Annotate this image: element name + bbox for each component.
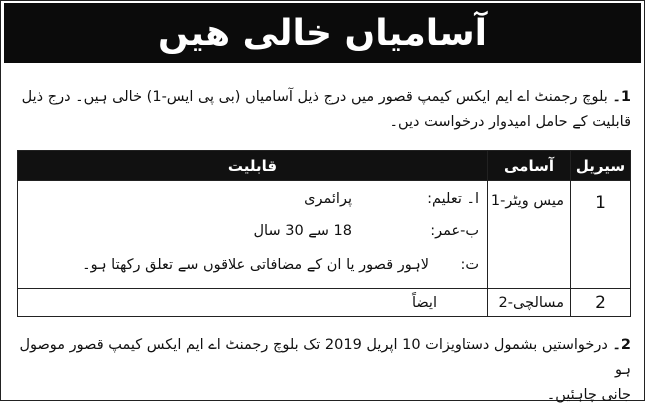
banner-title: آسامیاں خالی ھیں [158, 12, 488, 54]
closing-line-2: جانی چاہئیں۔ [546, 387, 631, 403]
qualification-label-domicile: ت: [460, 257, 479, 273]
vacancies-banner [4, 3, 641, 63]
closing-paragraph [15, 333, 631, 408]
row-1-post: میس ویٹر-1 [488, 181, 571, 289]
row-2-qualification: ایضاً [18, 289, 488, 317]
table-row [18, 181, 631, 289]
row-1-qualification [18, 181, 488, 289]
closing-number: 2۔ [612, 337, 631, 353]
row-1-serial: 1 [571, 181, 631, 289]
qualification-value-domicile: لاہور قصور یا ان کے مضافاتی علاقوں سے تعلق رکھتا ہو۔ [82, 257, 429, 273]
vacancy-table [17, 150, 631, 317]
table-row [18, 289, 631, 317]
table-header-row [18, 151, 631, 181]
header-serial: سیریل [571, 151, 631, 181]
header-qualification: قابلیت [18, 151, 488, 181]
intro-line-1: بلوچ رجمنٹ اے ایم ایکس کیمپ قصور میں درج ذیل آسامیاں (بی پی ایس-1) خالی ہیں۔ درج ذیل [21, 89, 608, 105]
qualification-value-education: پرائمری [304, 191, 352, 207]
intro-line-2: قابلیت کے حامل امیدوار درخواست دیں۔ [389, 114, 631, 130]
closing-line-1: درخواستیں بشمول دستاویزات 10 اپریل 2019 تک بلوچ رجمنٹ اے ایم ایکس کیمپ قصور موصول ہو [19, 337, 631, 378]
header-post: آسامی [488, 151, 571, 181]
intro-paragraph [15, 85, 631, 135]
qualification-value-age: 18 سے 30 سال [253, 223, 352, 239]
row-2-serial: 2 [571, 289, 631, 317]
qualification-label-age: ب-عمر: [430, 223, 479, 239]
row-2-post: مسالچی-2 [488, 289, 571, 317]
intro-number: 1۔ [612, 89, 631, 105]
qualification-label-education: ا۔ تعلیم: [427, 191, 479, 207]
